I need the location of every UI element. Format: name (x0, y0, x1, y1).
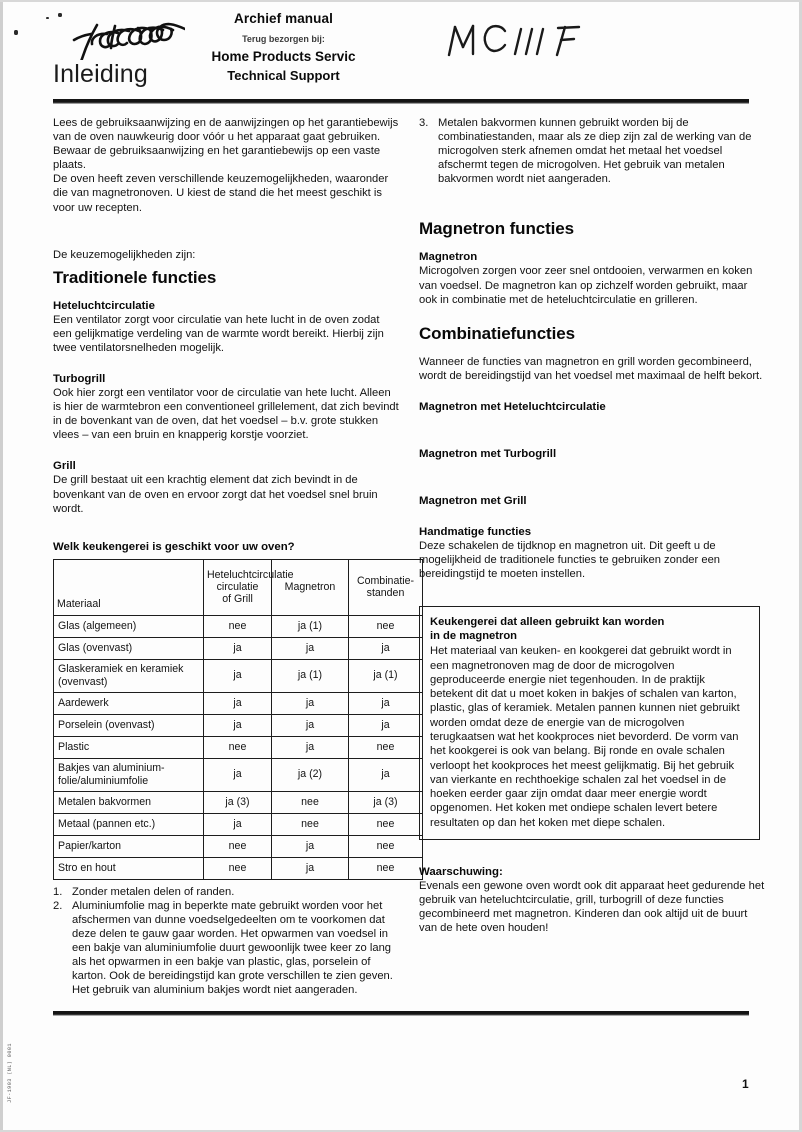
body-grill: De grill bestaat uit een krachtig element dat zich bevindt in de bovenkant van de oven en ervoor zorgt dat het voedsel snel bruin wordt. (53, 474, 378, 515)
cell-c2: ja (1) (272, 659, 349, 692)
body-combinatiefuncties: Wanneer de functies van magnetron en grill worden gecombineerd, wordt de bereidingstijd van het voedsel met maximaal de helft bekort. (419, 355, 763, 382)
cell-material: Plastic (54, 736, 204, 758)
body-heteluchtcirculatie: Een ventilator zorgt voor circulatie van hete lucht in de oven zodat een gelijkmatige verdeling van de warmte wordt bereikt. Hierbij zijn twee ventilatorsnelheden mogelijk. (53, 313, 384, 354)
header-line-2: standen (366, 587, 405, 600)
left-column (53, 116, 415, 997)
table-header-row (54, 559, 423, 615)
header-heteluchtcirculatie-of-grill (204, 559, 294, 615)
cell-c2: nee (272, 813, 349, 835)
cell-material: Bakjes van aluminium-folie/aluminiumfolie (54, 758, 204, 791)
cell-c2: nee (272, 791, 349, 813)
stamp-line-home-products: Home Products Servic (211, 49, 356, 64)
table-row (54, 659, 423, 692)
choices-lead-text: De keuzemogelijkheden zijn: (53, 248, 196, 261)
footer-rule (53, 1011, 749, 1015)
cell-c1: ja (204, 692, 272, 714)
right-column (419, 116, 766, 935)
cell-c1: ja (204, 714, 272, 736)
subheading-turbogrill: Turbogrill (53, 373, 106, 386)
cell-c3: ja (349, 637, 423, 659)
header-line-1: Heteluchtcirculatie (207, 568, 294, 581)
stamp-line-terug-bezorgen: Terug bezorgen bij: (242, 34, 325, 44)
heading-magnetron-functies: Magnetron functies (419, 219, 574, 239)
footnote-text: Aluminiumfolie mag in beperkte mate gebruikt worden voor het afschermen van dunne voedselgedeelten om te voorkomen dat deze delen te gauw gaar worden. Het opwarmen van voedsel in een bakje van aluminiumfolie duurt gewoonlijk twee keer zo lang als het opwarmen in een bakje van plastic, glas, porselein of karton. Ook de bereidingstijd kan grote verschillen te zien geven. Het gebruik van aluminium bakjes wordt niet aangeraden. (72, 899, 393, 997)
table-row (54, 857, 423, 879)
cell-c2: ja (1) (272, 615, 349, 637)
cell-c1: nee (204, 615, 272, 637)
warning-body: Evenals een gewone oven wordt ook dit apparaat heet gedurende het gebruik van heteluchtcirculatie, grill, turbogrill of deze functies gecombineerd met magnetron. Kinderen dan ook altijd uit de buurt van de hete oven houden! (419, 880, 765, 935)
table-row (54, 736, 423, 758)
cell-c1: ja (3) (204, 791, 272, 813)
header-magnetron: Magnetron (272, 559, 349, 615)
callout-body: Het materiaal van keuken- en kookgerei dat gebruikt wordt in een magnetronoven mag de door de microgolven geproduceerde energie niet tegenhouden. In de praktijk betekent dit dat u moet koken in bakjes of schalen van karton, plastic, glas of keramiek. Metalen pannen kunnen niet gebruikt worden omdat deze de energie van de microgolven terugkaatsen wat het kookproces niet bevorderd. De vorm van het kookgerei is ook van belang. Bij ronde en ovale schalen verloopt het kookproces het meest gelijkmatig. Bij het gebruik van vierkante en rechthoekige schalen zal het voedsel in de hoeken eerder gaar zijn omdat daar meer energie wordt opgenomen. Het koken met ondiepe schalen levert betere resultaten op dan het koken met diepe schalen. (430, 645, 740, 829)
cell-c3: nee (349, 835, 423, 857)
cell-c2: ja (272, 714, 349, 736)
cell-c1: ja (204, 758, 272, 791)
cell-material: Metaal (pannen etc.) (54, 813, 204, 835)
cell-c1: ja (204, 659, 272, 692)
cell-c2: ja (2) (272, 758, 349, 791)
footnote-number: 1. (53, 885, 63, 898)
cell-c1: nee (204, 736, 272, 758)
header-combinatiestanden (349, 559, 423, 615)
table-row (54, 692, 423, 714)
cell-c1: ja (204, 813, 272, 835)
table-row (54, 835, 423, 857)
page-title: Inleiding (53, 60, 148, 88)
header-line-2: circulatie (216, 580, 259, 593)
intro-paragraph-2: De oven heeft zeven verschillende keuzemogelijkheden, waaronder die van magnetronoven. U kiest de stand die het meest geschikt is voor uw recepten. (53, 173, 389, 214)
table-row (54, 637, 423, 659)
table-row (54, 813, 423, 835)
cell-c3: nee (349, 813, 423, 835)
footnote-list (53, 885, 400, 998)
cell-c3: ja (3) (349, 791, 423, 813)
footnote-item (419, 116, 766, 186)
cell-material: Stro en hout (54, 857, 204, 879)
body-handmatige-functies: Deze schakelen de tijdknop en magnetron uit. Dit geeft u de mogelijkheid de traditionele functies te gebruiken zonder een bereidingstijd te moeten instellen. (419, 539, 721, 581)
footnote-item (53, 885, 400, 899)
cell-c3: ja (1) (349, 659, 423, 692)
stamp-line-archief: Archief manual (234, 11, 333, 26)
header-rule (53, 99, 749, 103)
margin-print-code: JF-1903 (NL) 0001 (6, 1043, 13, 1103)
table-row (54, 714, 423, 736)
subheading-grill: Grill (53, 460, 76, 473)
callout-title-line-2: in de magnetron (430, 630, 518, 643)
footnote-item (53, 899, 400, 998)
footnote-number: 2. (53, 899, 63, 912)
cell-c3: ja (349, 692, 423, 714)
archive-stamp (176, 12, 391, 92)
cell-c2: ja (272, 736, 349, 758)
cell-c3: ja (349, 714, 423, 736)
cell-c1: ja (204, 637, 272, 659)
callout-title-line-1: Keukengerei dat alleen gebruikt kan worden (430, 616, 665, 629)
cookware-suitability-table (53, 559, 423, 880)
subheading-magnetron-met-heteluchtcirculatie: Magnetron met Heteluchtcirculatie (419, 400, 606, 413)
intro-paragraph-1: Lees de gebruiksaanwijzing en de aanwijzingen op het garantiebewijs van de oven nauwkeurig door vóór u het apparaat gaat gebruiken. Bewaar de gebruiksaanwijzing en het garantiebewijs op een vaste plaats. (53, 117, 399, 172)
warning-title: Waarschuwing: (419, 866, 503, 879)
cell-c3: nee (349, 736, 423, 758)
cell-c2: ja (272, 835, 349, 857)
subheading-handmatige-functies: Handmatige functies (419, 525, 532, 538)
cell-material: Papier/karton (54, 835, 204, 857)
cell-c1: nee (204, 857, 272, 879)
table-row (54, 615, 423, 637)
cell-material: Glaskeramiek en keramiek (ovenvast) (54, 659, 204, 692)
cell-material: Metalen bakvormen (54, 791, 204, 813)
subheading-magnetron-met-turbogrill: Magnetron met Turbogrill (419, 447, 557, 460)
cell-c3: nee (349, 615, 423, 637)
header-line-3: of Grill (222, 593, 253, 606)
cell-c2: ja (272, 637, 349, 659)
cell-c3: ja (349, 758, 423, 791)
subheading-magnetron-met-grill: Magnetron met Grill (419, 494, 527, 507)
page-header (0, 0, 802, 104)
table-row (54, 791, 423, 813)
cell-c1: nee (204, 835, 272, 857)
cell-material: Glas (ovenvast) (54, 637, 204, 659)
cell-material: Glas (algemeen) (54, 615, 204, 637)
table-body (54, 559, 423, 879)
table-row (54, 758, 423, 791)
header-material: Materiaal (54, 559, 204, 615)
cell-c3: nee (349, 857, 423, 879)
footnote-number: 3. (419, 117, 429, 129)
subheading-heteluchtcirculatie: Heteluchtcirculatie (53, 299, 155, 312)
stamp-line-technical-support: Technical Support (227, 68, 340, 83)
cell-material: Porselein (ovenvast) (54, 714, 204, 736)
heading-combinatiefuncties: Combinatiefuncties (419, 323, 575, 343)
cell-c2: ja (272, 857, 349, 879)
footnote-text: Zonder metalen delen of randen. (72, 885, 235, 898)
scan-edge-left (0, 0, 3, 1132)
cell-material: Aardewerk (54, 692, 204, 714)
body-turbogrill: Ook hier zorgt een ventilator voor de circulatie van hete lucht. Alleen is hier de warmtebron een conventioneel grillelement, dat zich bevindt in de bovenkant van de oven, dat het voedsel – b.v. grote stukken vlees – van een bruin en knapperig korstje voorziet. (53, 387, 399, 442)
handwritten-model-code (443, 17, 593, 67)
page-number: 1 (742, 1077, 749, 1091)
subheading-magnetron: Magnetron (419, 251, 478, 264)
header-line-1: Combinatie- (356, 574, 415, 587)
cell-c2: ja (272, 692, 349, 714)
heading-traditionele-functies: Traditionele functies (53, 267, 217, 287)
footnote-text: Metalen bakvormen kunnen gebruikt worden bij de combinatiestanden, maar als ze diep zijn zal de werking van de microgolven sterk afnemen omdat het metaal het voedsel afschermt tegen de microgolven. Het gebruik van metalen bakvormen wordt niet aangeraden. (438, 117, 752, 186)
table-title: Welk keukengerei is geschikt voor uw oven? (53, 540, 295, 553)
handwritten-signature (35, 16, 185, 60)
body-magnetron: Microgolven zorgen voor zeer snel ontdooien, verwarmen en koken van voedsel. De magnetron kan op zichzelf worden gebruikt, maar ook in combinatie met de heteluchtcirculatie en grilleren. (419, 265, 753, 306)
magnetron-only-cookware-callout (419, 606, 760, 840)
